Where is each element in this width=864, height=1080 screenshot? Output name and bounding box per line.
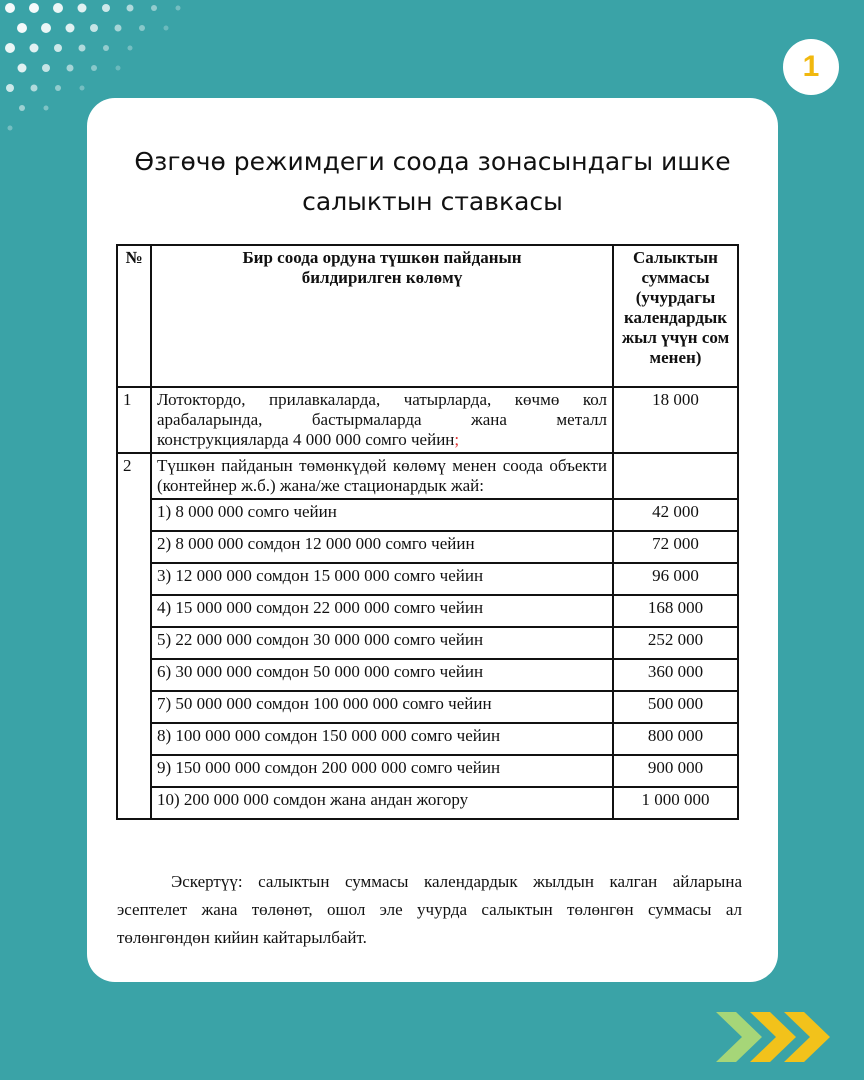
subrow-description: 9) 150 000 000 сомдон 200 000 000 сомго чейин <box>151 755 613 787</box>
table-row <box>117 499 738 531</box>
subrow-description: 10) 200 000 000 сомдон жана андан жогору <box>151 787 613 819</box>
row-number: 1 <box>117 387 151 453</box>
subrow-description: 2) 8 000 000 сомдон 12 000 000 сомго чейин <box>151 531 613 563</box>
row-number: 2 <box>117 453 151 819</box>
content-card <box>87 98 778 982</box>
row-amount <box>613 453 738 499</box>
tax-rate-table <box>116 244 739 820</box>
table-row <box>117 691 738 723</box>
subrow-description: 1) 8 000 000 сомго чейин <box>151 499 613 531</box>
subrow-description: 3) 12 000 000 сомдон 15 000 000 сомго чейин <box>151 563 613 595</box>
subrow-description: 6) 30 000 000 сомдон 50 000 000 сомго чейин <box>151 659 613 691</box>
title-line-2: салыктын ставкасы <box>302 187 563 216</box>
subrow-description: 5) 22 000 000 сомдон 30 000 000 сомго чейин <box>151 627 613 659</box>
table-header-row <box>117 245 738 387</box>
page-number-badge <box>783 39 839 95</box>
table-row <box>117 595 738 627</box>
subrow-description: 7) 50 000 000 сомдон 100 000 000 сомго чейин <box>151 691 613 723</box>
table-row <box>117 627 738 659</box>
title-line-1: Өзгөчө режимдеги соода зонасындагы ишке <box>134 147 731 176</box>
row-description-text: Лотоктордо, прилавкаларда, чатырларда, көчмө кол арабаларында, бастырмаларда жана металл конструкцияларда 4 000 000 сомго чейин <box>157 390 607 449</box>
table-row <box>117 563 738 595</box>
table-row <box>117 755 738 787</box>
footnote: Эскертүү: салыктын суммасы календардык жылдын калган айларына эсептелет жана төлөнөт, ошол эле учурда салыктын төлөнгөн суммасы ал төлөнгөндөн кийин кайтарылбайт. <box>117 872 742 947</box>
subrow-amount: 42 000 <box>613 499 738 531</box>
row-amount: 18 000 <box>613 387 738 453</box>
subrow-amount: 360 000 <box>613 659 738 691</box>
subrow-amount: 500 000 <box>613 691 738 723</box>
row-description <box>151 387 613 453</box>
table-row <box>117 723 738 755</box>
subrow-amount: 72 000 <box>613 531 738 563</box>
page-number: 1 <box>802 50 820 83</box>
page-title <box>87 142 778 222</box>
table-row <box>117 659 738 691</box>
header-description: Бир соода ордуна түшкөн пайданын билдирилген көлөмү <box>151 245 613 387</box>
table-row <box>117 387 738 453</box>
row-description: Түшкөн пайданын төмөнкүдөй көлөмү менен соода объекти (контейнер ж.б.) жана/же стационардык жай: <box>151 453 613 499</box>
subrow-amount: 800 000 <box>613 723 738 755</box>
header-number: № <box>117 245 151 387</box>
table-row <box>117 531 738 563</box>
table-row <box>117 787 738 819</box>
chevrons-right-icon[interactable] <box>716 1008 832 1066</box>
table-row <box>117 453 738 499</box>
header-amount: Салыктын суммасы (учурдагы календардык жыл үчүн сом менен) <box>613 245 738 387</box>
subrow-description: 4) 15 000 000 сомдон 22 000 000 сомго чейин <box>151 595 613 627</box>
row-description-end: ; <box>454 430 460 449</box>
subrow-description: 8) 100 000 000 сомдон 150 000 000 сомго чейин <box>151 723 613 755</box>
subrow-amount: 1 000 000 <box>613 787 738 819</box>
subrow-amount: 96 000 <box>613 563 738 595</box>
subrow-amount: 252 000 <box>613 627 738 659</box>
subrow-amount: 900 000 <box>613 755 738 787</box>
subrow-amount: 168 000 <box>613 595 738 627</box>
